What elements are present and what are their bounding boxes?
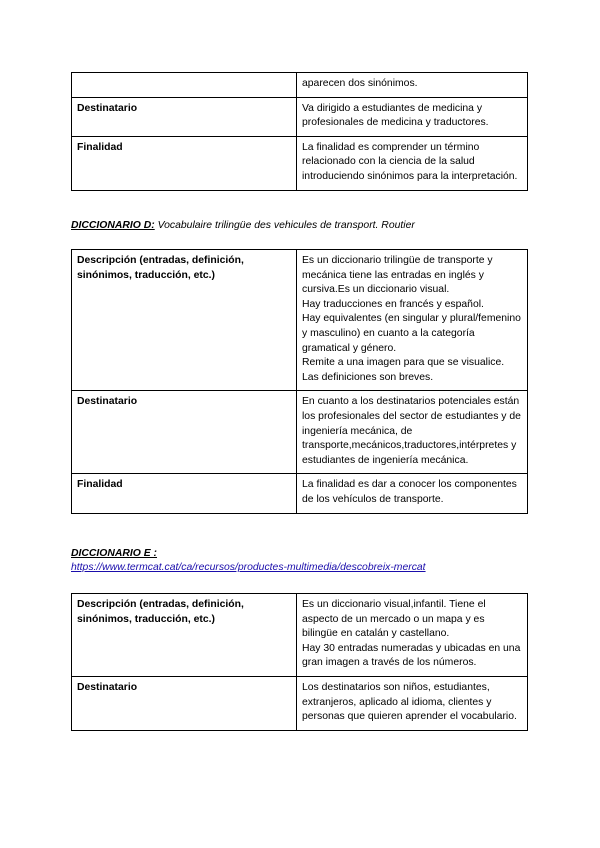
row-value: Los destinatarios son niños, estudiantes, extranjeros, aplicado al idioma, clientes y personas que quieren aprender el vocabulario. xyxy=(297,676,528,730)
row-value: Va dirigido a estudiantes de medicina y profesionales de medicina y traductores. xyxy=(297,97,528,136)
section-e-heading xyxy=(71,547,157,561)
row-key: Destinatario xyxy=(72,97,297,136)
table-row xyxy=(72,250,528,391)
table-row xyxy=(72,391,528,474)
section-d-heading xyxy=(71,219,415,233)
table-row xyxy=(72,73,528,98)
table-row xyxy=(72,136,528,190)
table-top xyxy=(71,72,528,191)
table-row xyxy=(72,474,528,513)
row-key: Finalidad xyxy=(72,474,297,513)
section-e-label: DICCIONARIO E : xyxy=(71,548,158,559)
section-d-title: Vocabulaire trilingüe des vehicules de transport. Routier xyxy=(157,220,415,231)
row-key: Descripción (entradas, definición, sinónimos, traducción, etc.) xyxy=(72,250,297,391)
table-row xyxy=(72,594,528,677)
section-d-label: DICCIONARIO D: xyxy=(71,220,155,231)
row-key: Destinatario xyxy=(72,676,297,730)
table-section-e xyxy=(71,593,528,731)
row-key: Destinatario xyxy=(72,391,297,474)
row-key xyxy=(72,73,297,98)
row-value: La finalidad es dar a conocer los componentes de los vehículos de transporte. xyxy=(297,474,528,513)
table-row xyxy=(72,676,528,730)
table-row xyxy=(72,97,528,136)
row-key: Finalidad xyxy=(72,136,297,190)
row-value: La finalidad es comprender un término relacionado con la ciencia de la salud introduciendo sinónimos para la interpretación. xyxy=(297,136,528,190)
row-value: aparecen dos sinónimos. xyxy=(297,73,528,98)
row-value: En cuanto a los destinatarios potenciales están los profesionales del sector de estudiantes y de ingeniería mecánica, de transporte,mecánicos,traductores,intérpretes y estudiantes de ingeniería mecánica. xyxy=(297,391,528,474)
table-section-d xyxy=(71,249,528,514)
row-value: Es un diccionario visual,infantil. Tiene el aspecto de un mercado o un mapa y es bilingüe en catalán y castellano. Hay 30 entradas numeradas y ubicadas en una gran imagen a través de los números. xyxy=(297,594,528,677)
row-value: Es un diccionario trilingüe de transporte y mecánica tiene las entradas en inglés y cursiva.Es un diccionario visual. Hay traducciones en francés y español. Hay equivalentes (en singular y plural/femenino y masculino) en cuanto a la categoría gramatical y género. Remite a una imagen para que se visualice. Las definiciones son breves. xyxy=(297,250,528,391)
section-e-link[interactable]: https://www.termcat.cat/ca/recursos/productes-multimedia/descobreix-mercat xyxy=(71,562,426,573)
row-key: Descripción (entradas, definición, sinónimos, traducción, etc.) xyxy=(72,594,297,677)
